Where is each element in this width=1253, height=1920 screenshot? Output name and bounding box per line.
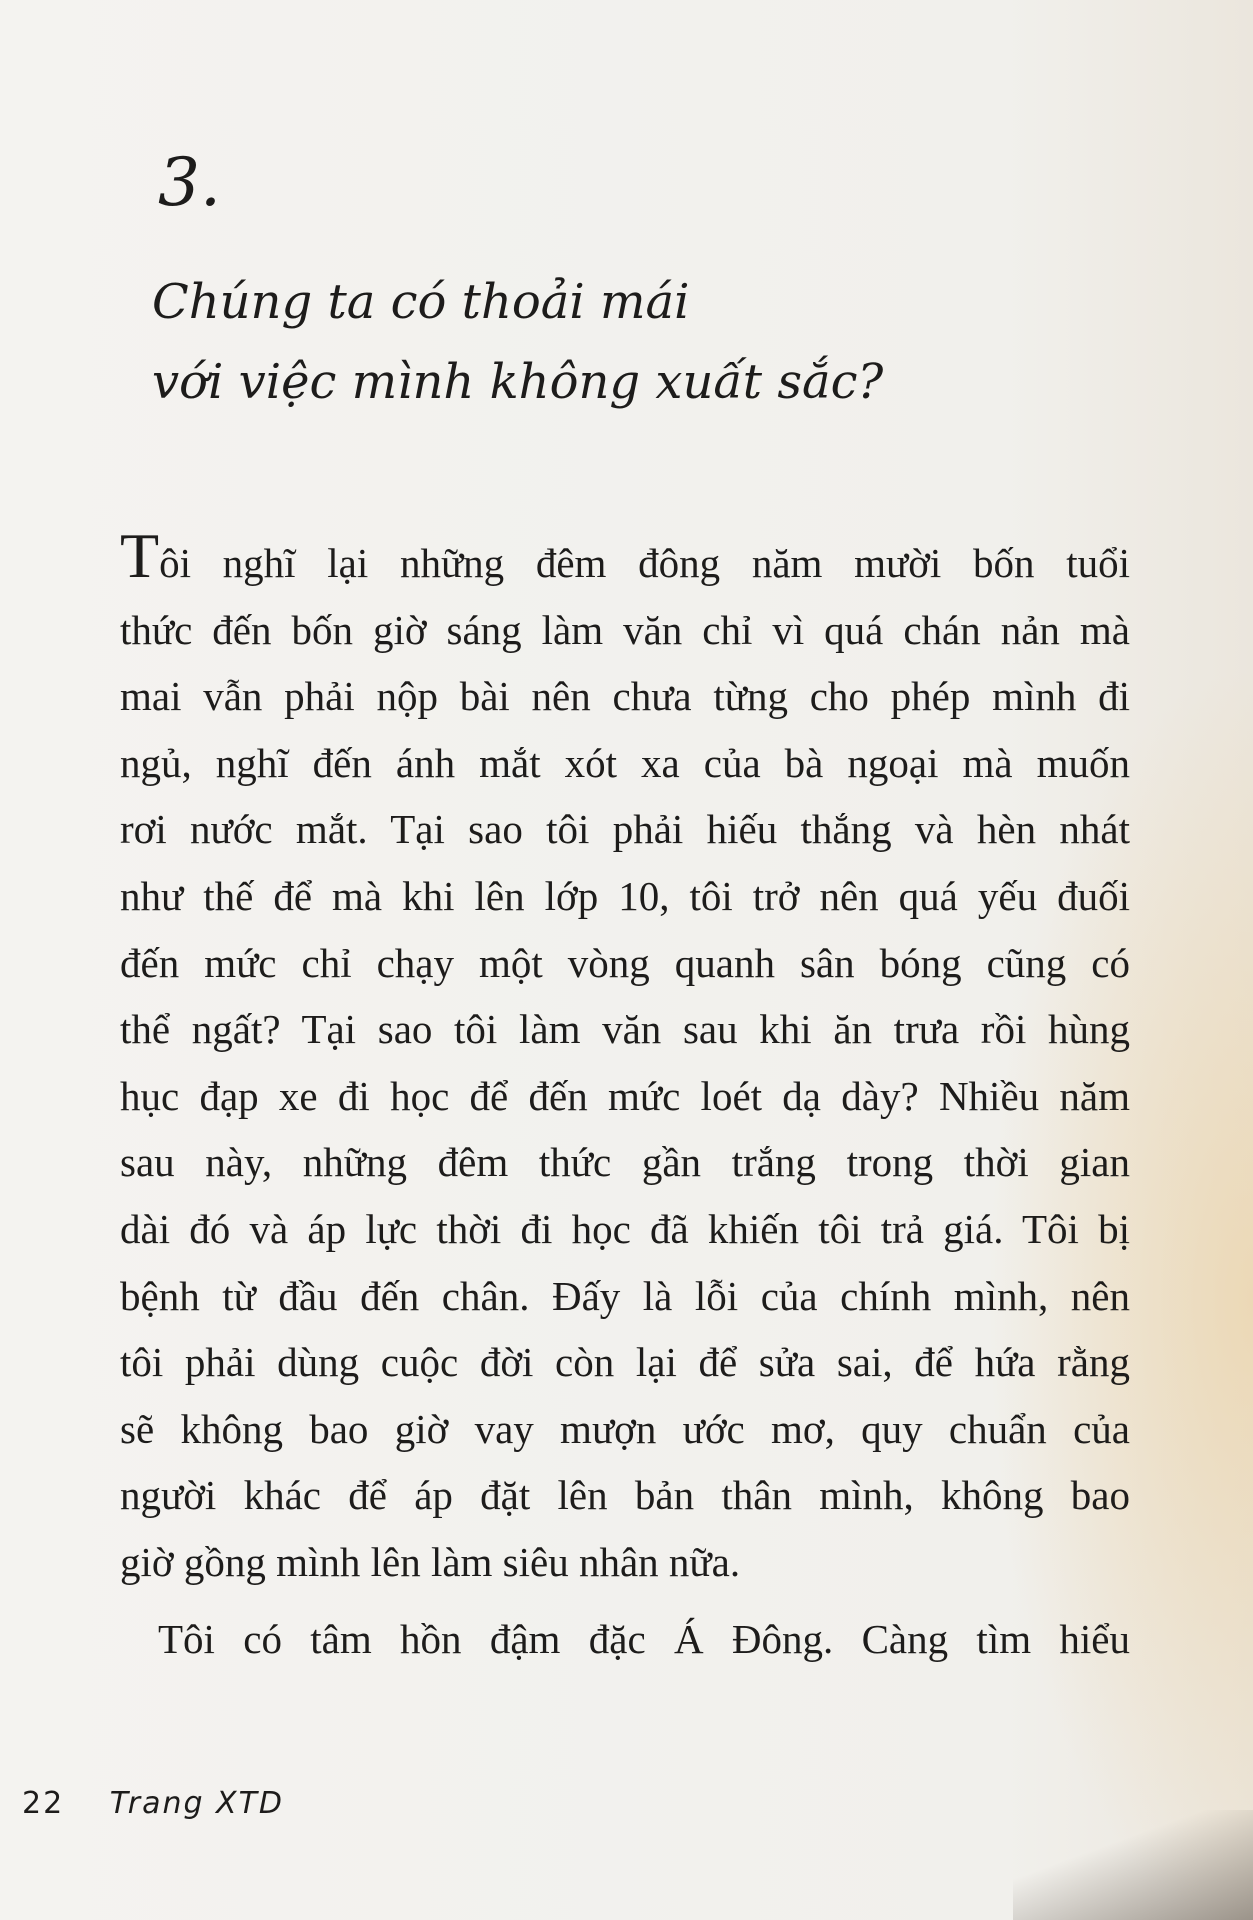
text-line: như thế để mà khi lên lớp 10, tôi trở nên quá yếu đuối — [120, 872, 1130, 919]
text-line: thể ngất? Tại sao tôi làm văn sau khi ăn trưa rồi hùng — [120, 1006, 1130, 1053]
text-line: Tôi có tâm hồn đậm đặc Á Đông. Càng tìm hiểu — [158, 1615, 1130, 1662]
running-header-author: Trang XTD — [109, 1786, 285, 1821]
text-line: thức đến bốn giờ sáng làm văn chỉ vì quá chán nản mà — [120, 606, 1130, 653]
page-shadow — [1013, 1810, 1253, 1920]
drop-cap: T — [120, 520, 160, 591]
page-footer — [22, 1786, 284, 1821]
page-number: 22 — [22, 1786, 65, 1821]
chapter-title-line: với việc mình không xuất sắc? — [152, 354, 884, 410]
chapter-title-line: Chúng ta có thoải mái — [152, 274, 690, 330]
text-line: sẽ không bao giờ vay mượn ước mơ, quy chuẩn của — [120, 1405, 1130, 1452]
text-line: dài đó và áp lực thời đi học đã khiến tôi trả giá. Tôi bị — [120, 1205, 1130, 1252]
text-line: giờ gồng mình lên làm siêu nhân nữa. — [120, 1538, 741, 1585]
text-line: đến mức chỉ chạy một vòng quanh sân bóng cũng có — [120, 939, 1130, 986]
text-line — [120, 520, 1130, 597]
text-line: người khác để áp đặt lên bản thân mình, không bao — [120, 1472, 1130, 1519]
text-line: bệnh từ đầu đến chân. Đấy là lỗi của chính mình, nên — [120, 1272, 1130, 1319]
chapter-number: 3. — [158, 144, 221, 221]
text-line: rơi nước mắt. Tại sao tôi phải hiếu thắng và hèn nhát — [120, 806, 1130, 853]
text-line: mai vẫn phải nộp bài nên chưa từng cho phép mình đi — [120, 673, 1130, 720]
chapter-title — [152, 262, 1052, 422]
paragraph-2 — [120, 1606, 1130, 1673]
body-text — [120, 520, 1130, 1672]
text-line: ngủ, nghĩ đến ánh mắt xót xa của bà ngoại mà muốn — [120, 739, 1130, 786]
first-line-rest: ôi nghĩ lại những đêm đông năm mười bốn tuổi — [159, 540, 1130, 586]
text-line: sau này, những đêm thức gần trắng trong thời gian — [120, 1139, 1130, 1186]
text-line: tôi phải dùng cuộc đời còn lại để sửa sai, để hứa rằng — [120, 1339, 1130, 1386]
text-line: hục đạp xe đi học để đến mức loét dạ dày? Nhiều năm — [120, 1072, 1130, 1119]
paragraph-1 — [120, 520, 1130, 1596]
